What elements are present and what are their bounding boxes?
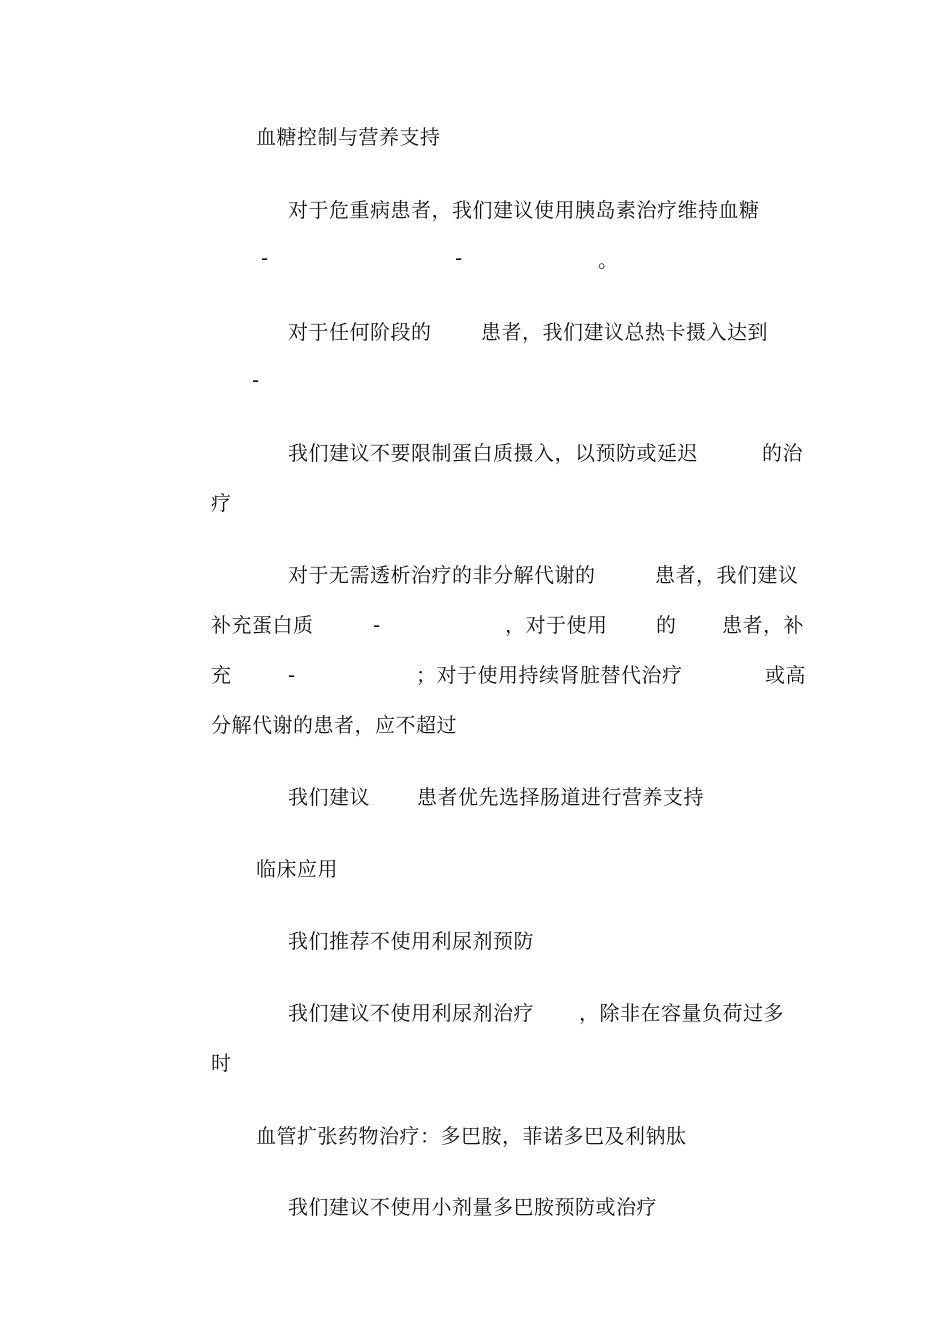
- paragraph-calorie-part1: 对于任何阶段的: [288, 320, 432, 344]
- section-heading-clinical-application: 临床应用: [256, 857, 338, 881]
- paragraph-protein-line2: 疗: [211, 491, 232, 515]
- paragraph-supplement-line2-d: 患者，补: [722, 613, 804, 637]
- paragraph-supplement-line2-dash: -: [373, 613, 381, 637]
- paragraph-dopamine: 我们建议不使用小剂量多巴胺预防或治疗: [288, 1195, 657, 1219]
- paragraph-calorie-dash: -: [252, 368, 260, 392]
- paragraph-insulin-dash1: -: [261, 246, 269, 270]
- paragraph-supplement-line4: 分解代谢的患者，应不超过: [211, 713, 457, 737]
- paragraph-supplement-line2-c: 的: [656, 613, 677, 637]
- paragraph-enteral-part2: 患者优先选择肠道进行营养支持: [417, 785, 704, 809]
- paragraph-diuretic-prevention: 我们推荐不使用利尿剂预防: [288, 929, 534, 953]
- paragraph-supplement-line2-b: ，对于使用: [505, 613, 608, 637]
- paragraph-supplement-line2-a: 补充蛋白质: [211, 613, 314, 637]
- paragraph-insulin-dash2: -: [455, 246, 463, 270]
- paragraph-protein-part1: 我们建议不要限制蛋白质摄入，以预防或延迟: [288, 441, 698, 465]
- paragraph-diuretic-treatment-part2: ，除非在容量负荷过多: [579, 1001, 784, 1025]
- paragraph-insulin-period: 。: [598, 248, 619, 272]
- paragraph-calorie-part2: 患者，我们建议总热卡摄入达到: [481, 320, 768, 344]
- paragraph-insulin-line1: 对于危重病患者，我们建议使用胰岛素治疗维持血糖: [288, 198, 760, 222]
- paragraph-supplement-part1: 对于无需透析治疗的非分解代谢的: [288, 563, 596, 587]
- section-heading-glucose-nutrition: 血糖控制与营养支持: [256, 125, 441, 149]
- section-heading-vasodilator: 血管扩张药物治疗：多巴胺，菲诺多巴及利钠肽: [256, 1124, 687, 1148]
- paragraph-supplement-part2: 患者，我们建议: [655, 563, 799, 587]
- paragraph-protein-part2: 的治: [762, 441, 803, 465]
- paragraph-supplement-line3-c: 或高: [765, 663, 806, 687]
- paragraph-supplement-line3-a: 充: [211, 663, 232, 687]
- paragraph-supplement-line3-dash: -: [288, 663, 296, 687]
- paragraph-diuretic-treatment-part1: 我们建议不使用利尿剂治疗: [288, 1001, 534, 1025]
- paragraph-enteral-part1: 我们建议: [288, 785, 370, 809]
- paragraph-supplement-line3-b: ；对于使用持续肾脏替代治疗: [416, 663, 683, 687]
- paragraph-diuretic-treatment-line2: 时: [211, 1051, 232, 1075]
